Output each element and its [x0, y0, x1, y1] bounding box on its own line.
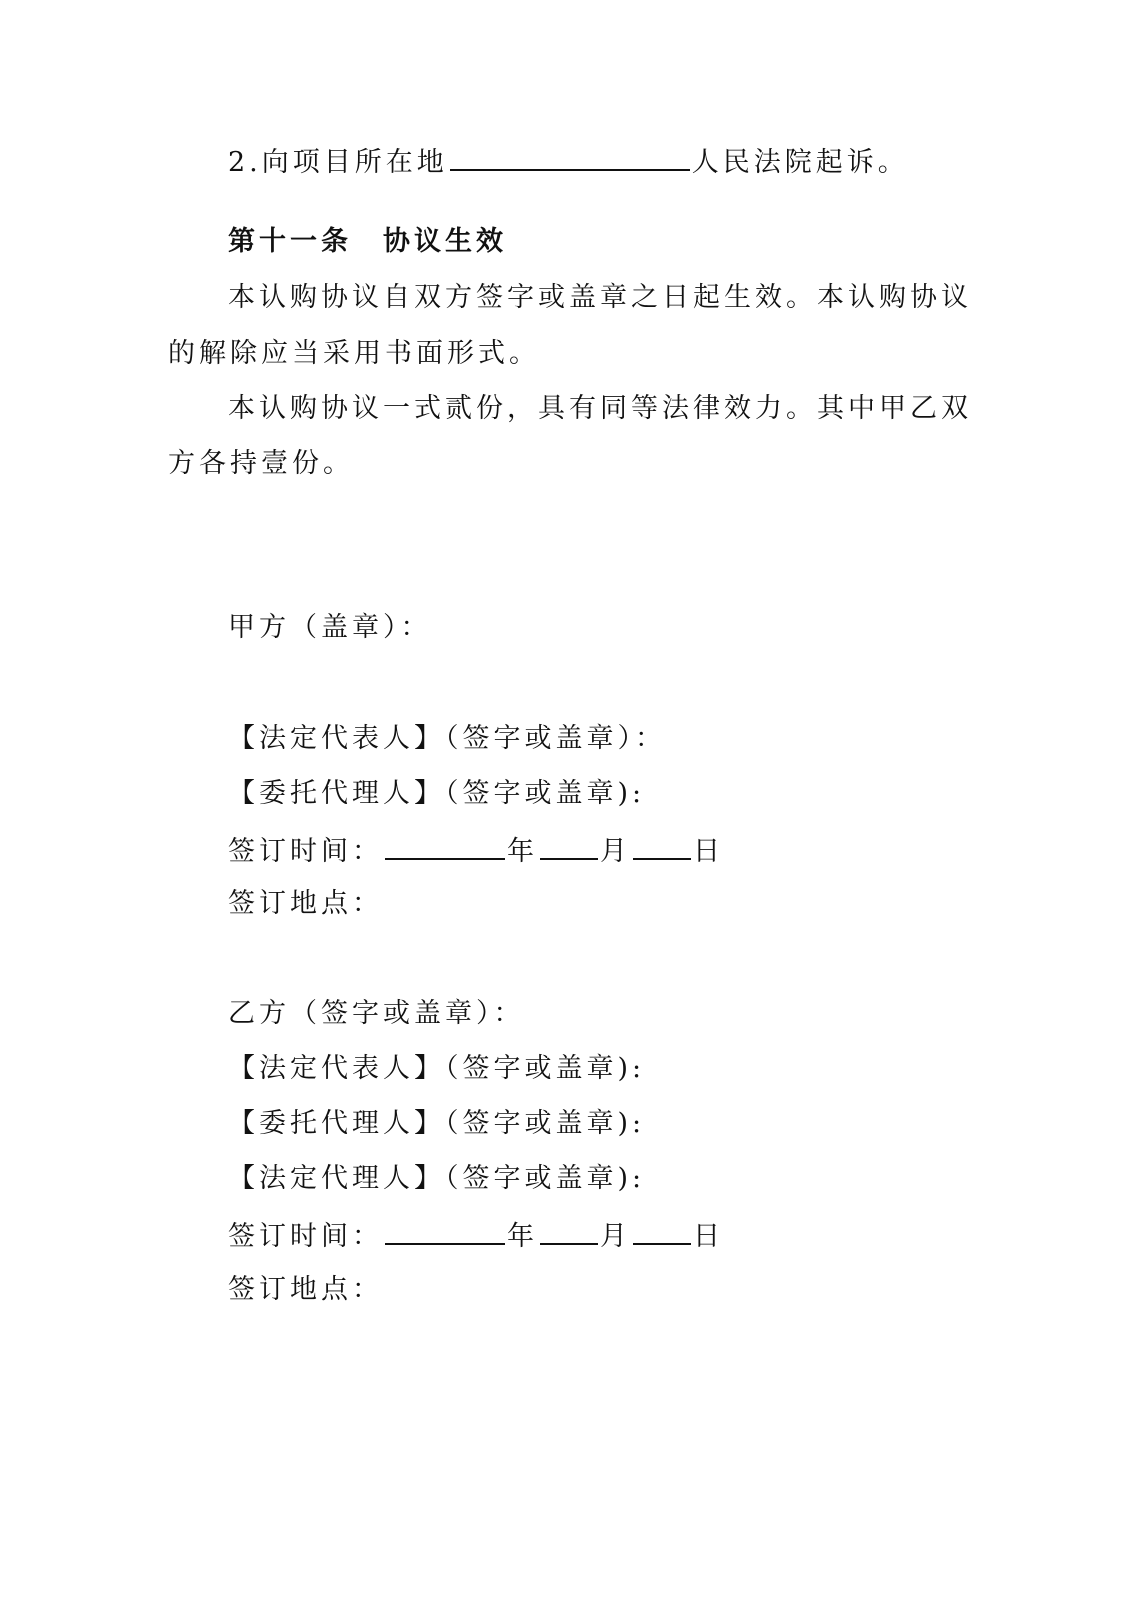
article-11-paragraph-1-line-1: 本认购协议自双方签字或盖章之日起生效。本认购协议 — [228, 282, 972, 313]
article-11-title: 第十一条 协议生效 — [228, 226, 507, 257]
party-b-sign-time — [228, 1217, 724, 1254]
party-a-year-label: 年 — [507, 836, 538, 867]
party-b-day-label: 日 — [693, 1221, 724, 1252]
party-a-day-label: 日 — [693, 836, 724, 867]
clause-item-2 — [228, 143, 909, 180]
party-a-time-label: 签订时间： — [228, 836, 383, 867]
party-b-day-blank — [633, 1217, 691, 1245]
party-b-year-blank — [385, 1217, 505, 1245]
party-b-time-label: 签订时间： — [228, 1221, 383, 1252]
party-b-month-blank — [540, 1217, 598, 1245]
article-11-paragraph-1-line-2: 的解除应当采用书面形式。 — [168, 338, 540, 369]
party-b-legal-rep-label: 【法定代表人】（签字或盖章): — [228, 1053, 646, 1084]
article-11-paragraph-2-line-2: 方各持壹份。 — [168, 448, 354, 479]
party-a-legal-rep-label: 【法定代表人】（签字或盖章）： — [228, 723, 666, 754]
party-b-place-label: 签订地点： — [228, 1274, 383, 1305]
party-a-month-label: 月 — [600, 836, 631, 867]
item2-text-before: 2.向项目所在地 — [228, 147, 448, 178]
party-a-place-label: 签订地点： — [228, 888, 383, 919]
party-a-seal-label: 甲方（盖章）： — [228, 612, 432, 643]
party-b-seal-label: 乙方（签字或盖章）： — [228, 998, 525, 1029]
court-location-blank — [450, 143, 690, 171]
party-a-month-blank — [540, 832, 598, 860]
party-a-day-blank — [633, 832, 691, 860]
party-a-sign-time — [228, 832, 724, 869]
party-b-statutory-agent-label: 【法定代理人】（签字或盖章): — [228, 1163, 646, 1194]
party-b-year-label: 年 — [507, 1221, 538, 1252]
party-a-year-blank — [385, 832, 505, 860]
item2-text-after: 人民法院起诉。 — [691, 147, 909, 178]
party-a-agent-label: 【委托代理人】（签字或盖章): — [228, 778, 646, 809]
party-b-month-label: 月 — [600, 1221, 631, 1252]
article-11-paragraph-2-line-1: 本认购协议一式贰份，具有同等法律效力。其中甲乙双 — [228, 393, 972, 424]
party-b-agent-label: 【委托代理人】（签字或盖章): — [228, 1108, 646, 1139]
